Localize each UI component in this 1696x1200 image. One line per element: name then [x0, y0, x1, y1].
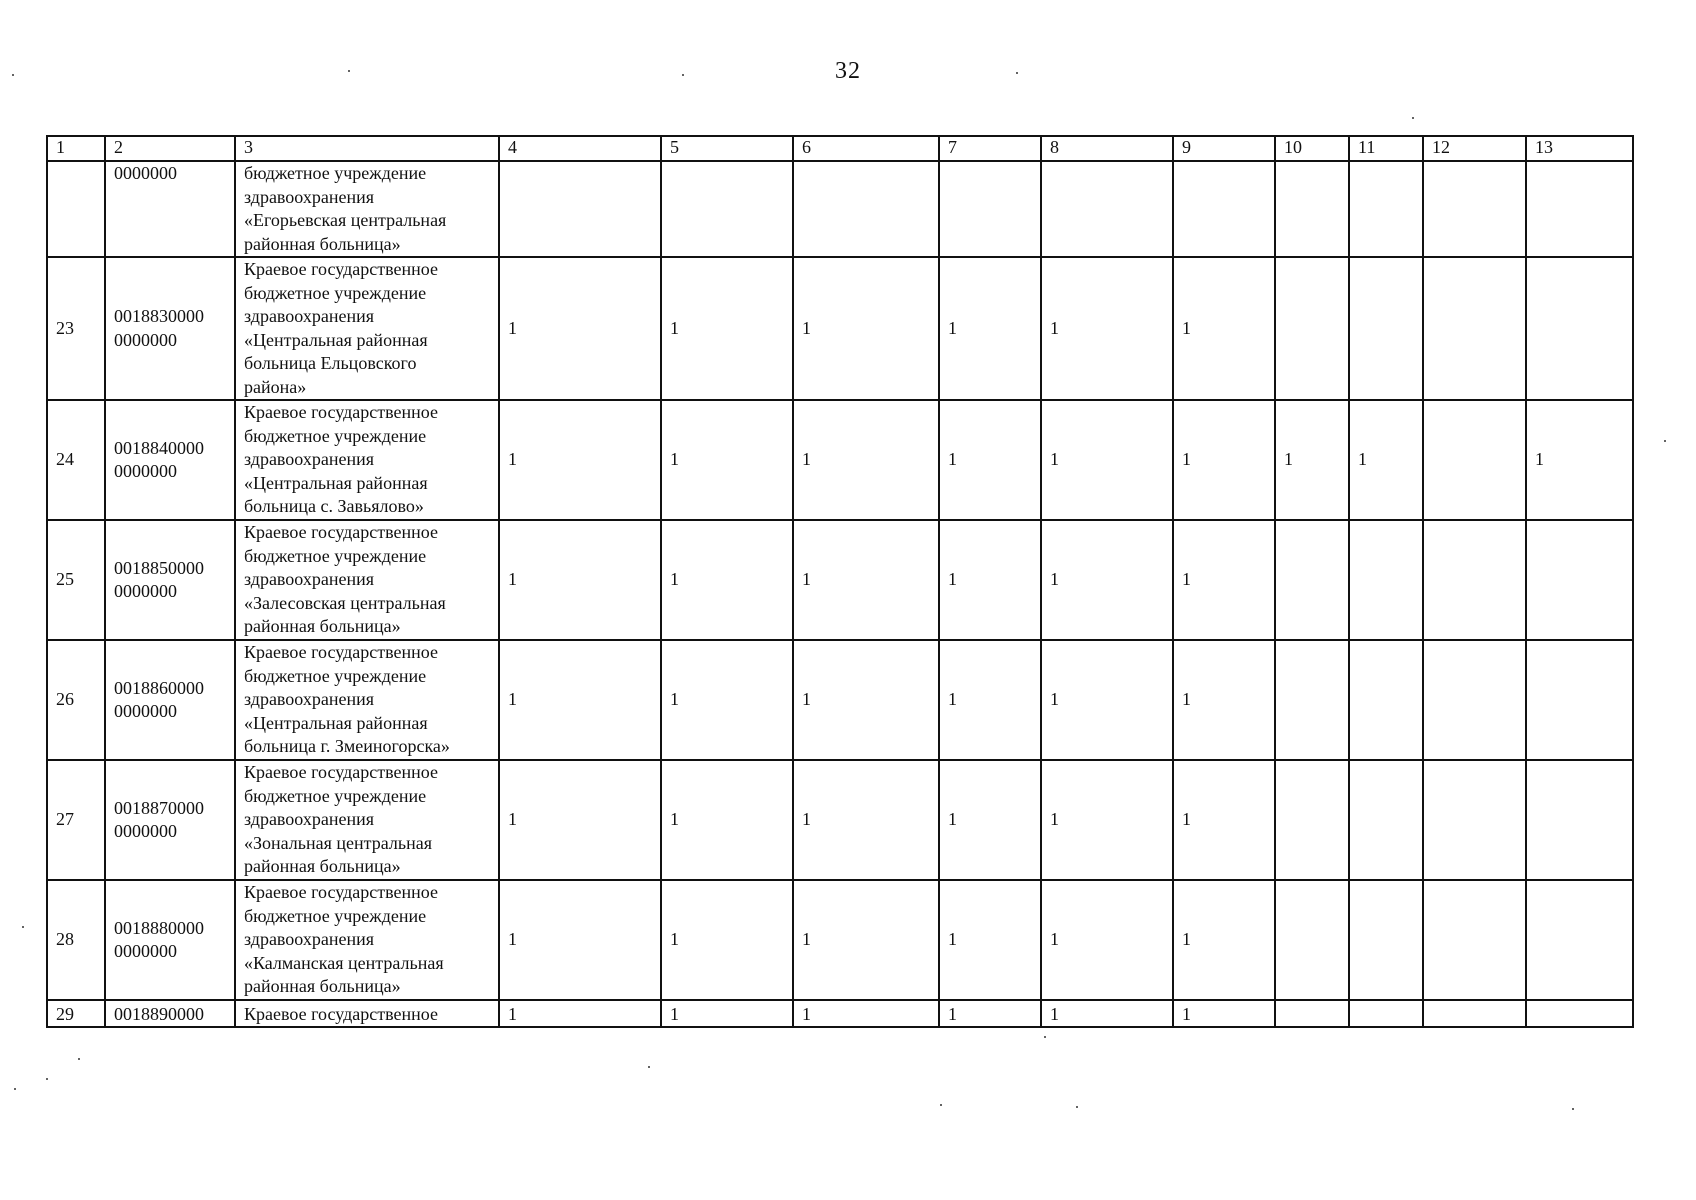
code-line: 0000000 [114, 163, 177, 183]
column-header: 2 [105, 136, 235, 161]
table-row [47, 400, 1633, 520]
mark-cell [499, 161, 661, 257]
mark-cell: 1 [1041, 400, 1173, 520]
mark-cell: 1 [1173, 880, 1275, 1000]
name-line: бюджетное учреждение [244, 163, 427, 183]
institution-code [105, 520, 235, 640]
name-line: «Залесовская центральная [244, 592, 446, 613]
mark-cell: 1 [793, 400, 939, 520]
mark-cell [1349, 760, 1423, 880]
scan-speck [940, 1104, 942, 1106]
page-number: 32 [835, 58, 861, 84]
code-line: 0000000 [114, 581, 177, 601]
table-header [47, 136, 1633, 161]
name-line: районная больница» [244, 233, 401, 254]
mark-cell [1423, 760, 1526, 880]
mark-cell: 1 [939, 760, 1041, 880]
mark-cell [1526, 1000, 1633, 1027]
column-header: 1 [47, 136, 105, 161]
code-line: 0018880000 [114, 917, 204, 938]
mark-cell: 1 [1041, 880, 1173, 1000]
name-line: больница г. Змеиногорска» [244, 736, 450, 757]
name-line: здравоохранения [244, 306, 375, 326]
name-line: Краевое государственное [244, 522, 438, 543]
mark-cell [1275, 161, 1349, 257]
mark-cell: 1 [499, 760, 661, 880]
name-line: здравоохранения [244, 569, 375, 590]
name-line: «Егорьевская центральная [244, 210, 447, 230]
name-line: больница Ельцовского [244, 353, 417, 373]
mark-cell: 1 [793, 257, 939, 400]
scan-speck [1664, 440, 1666, 442]
row-number: 24 [47, 400, 105, 520]
mark-cell: 1 [1173, 520, 1275, 640]
name-line: Краевое государственное [244, 882, 438, 903]
row-number: 29 [47, 1000, 105, 1027]
mark-cell [1526, 520, 1633, 640]
institution-name [235, 760, 499, 880]
name-line: «Центральная районная [244, 712, 428, 733]
mark-cell: 1 [1173, 400, 1275, 520]
table-body [47, 161, 1633, 1027]
mark-cell [1423, 640, 1526, 760]
scan-speck [22, 926, 24, 928]
table-row [47, 161, 1633, 257]
column-number-row [47, 136, 1633, 161]
mark-cell [1526, 161, 1633, 257]
institution-name [235, 640, 499, 760]
mark-cell [1423, 257, 1526, 400]
name-line: бюджетное учреждение [244, 425, 427, 446]
table-row [47, 1000, 1633, 1027]
column-header: 8 [1041, 136, 1173, 161]
table-row [47, 760, 1633, 880]
name-line: Краевое государственное [244, 1003, 438, 1024]
mark-cell: 1 [1275, 400, 1349, 520]
mark-cell: 1 [1173, 760, 1275, 880]
mark-cell [1275, 880, 1349, 1000]
mark-cell [793, 161, 939, 257]
mark-cell [1275, 640, 1349, 760]
scan-speck [348, 70, 350, 72]
code-line: 0018860000 [114, 677, 204, 698]
mark-cell [1275, 257, 1349, 400]
name-line: Краевое государственное [244, 642, 438, 663]
name-line: районная больница» [244, 976, 401, 997]
code-line: 0000000 [114, 941, 177, 961]
institution-code [105, 257, 235, 400]
mark-cell: 1 [499, 520, 661, 640]
mark-cell: 1 [661, 520, 793, 640]
name-line: бюджетное учреждение [244, 665, 427, 686]
mark-cell: 1 [939, 400, 1041, 520]
code-line: 0018840000 [114, 437, 204, 458]
column-header: 9 [1173, 136, 1275, 161]
name-line: бюджетное учреждение [244, 905, 427, 926]
scan-speck [46, 1078, 48, 1080]
code-line: 0000000 [114, 329, 177, 350]
mark-cell: 1 [793, 1000, 939, 1027]
institution-name [235, 1000, 499, 1027]
mark-cell: 1 [661, 400, 793, 520]
name-line: бюджетное учреждение [244, 282, 427, 303]
row-number [47, 161, 105, 257]
mark-cell: 1 [499, 640, 661, 760]
row-number: 27 [47, 760, 105, 880]
mark-cell [1423, 880, 1526, 1000]
row-number: 25 [47, 520, 105, 640]
mark-cell: 1 [1041, 760, 1173, 880]
mark-cell: 1 [793, 640, 939, 760]
code-line: 0018850000 [114, 557, 204, 578]
name-line: бюджетное учреждение [244, 785, 427, 806]
scan-speck [1412, 117, 1414, 119]
column-header: 13 [1526, 136, 1633, 161]
mark-cell: 1 [1173, 257, 1275, 400]
mark-cell [1526, 880, 1633, 1000]
institution-name [235, 520, 499, 640]
mark-cell: 1 [1041, 520, 1173, 640]
column-header: 12 [1423, 136, 1526, 161]
mark-cell: 1 [1173, 640, 1275, 760]
institution-name [235, 880, 499, 1000]
mark-cell: 1 [499, 1000, 661, 1027]
institution-code [105, 640, 235, 760]
scan-speck [682, 74, 684, 76]
mark-cell [1423, 1000, 1526, 1027]
name-line: Краевое государственное [244, 259, 438, 279]
institution-name [235, 257, 499, 400]
table-row [47, 520, 1633, 640]
mark-cell: 1 [793, 520, 939, 640]
row-number: 28 [47, 880, 105, 1000]
institution-name [235, 400, 499, 520]
mark-cell [661, 161, 793, 257]
name-line: здравоохранения [244, 186, 375, 207]
mark-cell [1349, 257, 1423, 400]
mark-cell [1275, 520, 1349, 640]
name-line: «Калманская центральная [244, 952, 444, 973]
name-line: больница с. Завьялово» [244, 496, 424, 517]
name-line: районная больница» [244, 856, 401, 877]
name-line: «Центральная районная [244, 329, 428, 350]
name-line: Краевое государственное [244, 402, 438, 423]
mark-cell [1526, 257, 1633, 400]
mark-cell [1349, 640, 1423, 760]
code-line: 0000000 [114, 701, 177, 721]
mark-cell [1349, 520, 1423, 640]
column-header: 7 [939, 136, 1041, 161]
column-header: 5 [661, 136, 793, 161]
mark-cell [1423, 400, 1526, 520]
row-number: 23 [47, 257, 105, 400]
institution-code [105, 760, 235, 880]
mark-cell [1349, 1000, 1423, 1027]
mark-cell [939, 161, 1041, 257]
name-line: здравоохранения [244, 689, 375, 710]
mark-cell: 1 [939, 257, 1041, 400]
institution-code [105, 400, 235, 520]
column-header: 10 [1275, 136, 1349, 161]
table-row [47, 640, 1633, 760]
scan-speck [1016, 72, 1018, 74]
mark-cell: 1 [1526, 400, 1633, 520]
mark-cell: 1 [661, 257, 793, 400]
column-header: 3 [235, 136, 499, 161]
institution-name [235, 161, 499, 257]
institution-code [105, 161, 235, 257]
mark-cell [1173, 161, 1275, 257]
mark-cell [1275, 1000, 1349, 1027]
column-header: 4 [499, 136, 661, 161]
name-line: здравоохранения [244, 929, 375, 950]
institutions-table [46, 135, 1634, 1028]
name-line: Краевое государственное [244, 762, 438, 783]
scan-speck [78, 1058, 80, 1060]
mark-cell: 1 [793, 880, 939, 1000]
mark-cell: 1 [1041, 1000, 1173, 1027]
mark-cell: 1 [939, 1000, 1041, 1027]
mark-cell: 1 [661, 760, 793, 880]
mark-cell [1423, 161, 1526, 257]
mark-cell [1275, 760, 1349, 880]
mark-cell: 1 [939, 640, 1041, 760]
mark-cell: 1 [499, 257, 661, 400]
mark-cell [1526, 760, 1633, 880]
mark-cell [1423, 520, 1526, 640]
institution-code [105, 880, 235, 1000]
name-line: здравоохранения [244, 809, 375, 830]
name-line: районная больница» [244, 616, 401, 637]
mark-cell [1526, 640, 1633, 760]
scan-speck [12, 74, 14, 76]
scan-speck [14, 1088, 16, 1090]
table-row [47, 880, 1633, 1000]
name-line: «Центральная районная [244, 472, 428, 493]
code-line: 0018890000 [114, 1003, 204, 1024]
mark-cell [1349, 161, 1423, 257]
mark-cell: 1 [1041, 640, 1173, 760]
code-line: 0000000 [114, 461, 177, 481]
mark-cell: 1 [1349, 400, 1423, 520]
scan-speck [1044, 1036, 1046, 1038]
mark-cell: 1 [661, 1000, 793, 1027]
mark-cell: 1 [939, 520, 1041, 640]
name-line: «Зональная центральная [244, 832, 432, 853]
mark-cell: 1 [661, 640, 793, 760]
mark-cell [1041, 161, 1173, 257]
mark-cell [1349, 880, 1423, 1000]
name-line: района» [244, 376, 307, 397]
mark-cell: 1 [939, 880, 1041, 1000]
row-number: 26 [47, 640, 105, 760]
code-line: 0018830000 [114, 306, 204, 326]
scan-speck [1076, 1106, 1078, 1108]
scan-speck [648, 1066, 650, 1068]
mark-cell: 1 [661, 880, 793, 1000]
mark-cell: 1 [499, 400, 661, 520]
code-line: 0000000 [114, 821, 177, 841]
code-line: 0018870000 [114, 797, 204, 818]
scan-speck [1572, 1108, 1574, 1110]
name-line: здравоохранения [244, 449, 375, 470]
mark-cell: 1 [1173, 1000, 1275, 1027]
institution-code [105, 1000, 235, 1027]
mark-cell: 1 [793, 760, 939, 880]
name-line: бюджетное учреждение [244, 545, 427, 566]
mark-cell: 1 [1041, 257, 1173, 400]
mark-cell: 1 [499, 880, 661, 1000]
column-header: 6 [793, 136, 939, 161]
column-header: 11 [1349, 136, 1423, 161]
table-row [47, 257, 1633, 400]
